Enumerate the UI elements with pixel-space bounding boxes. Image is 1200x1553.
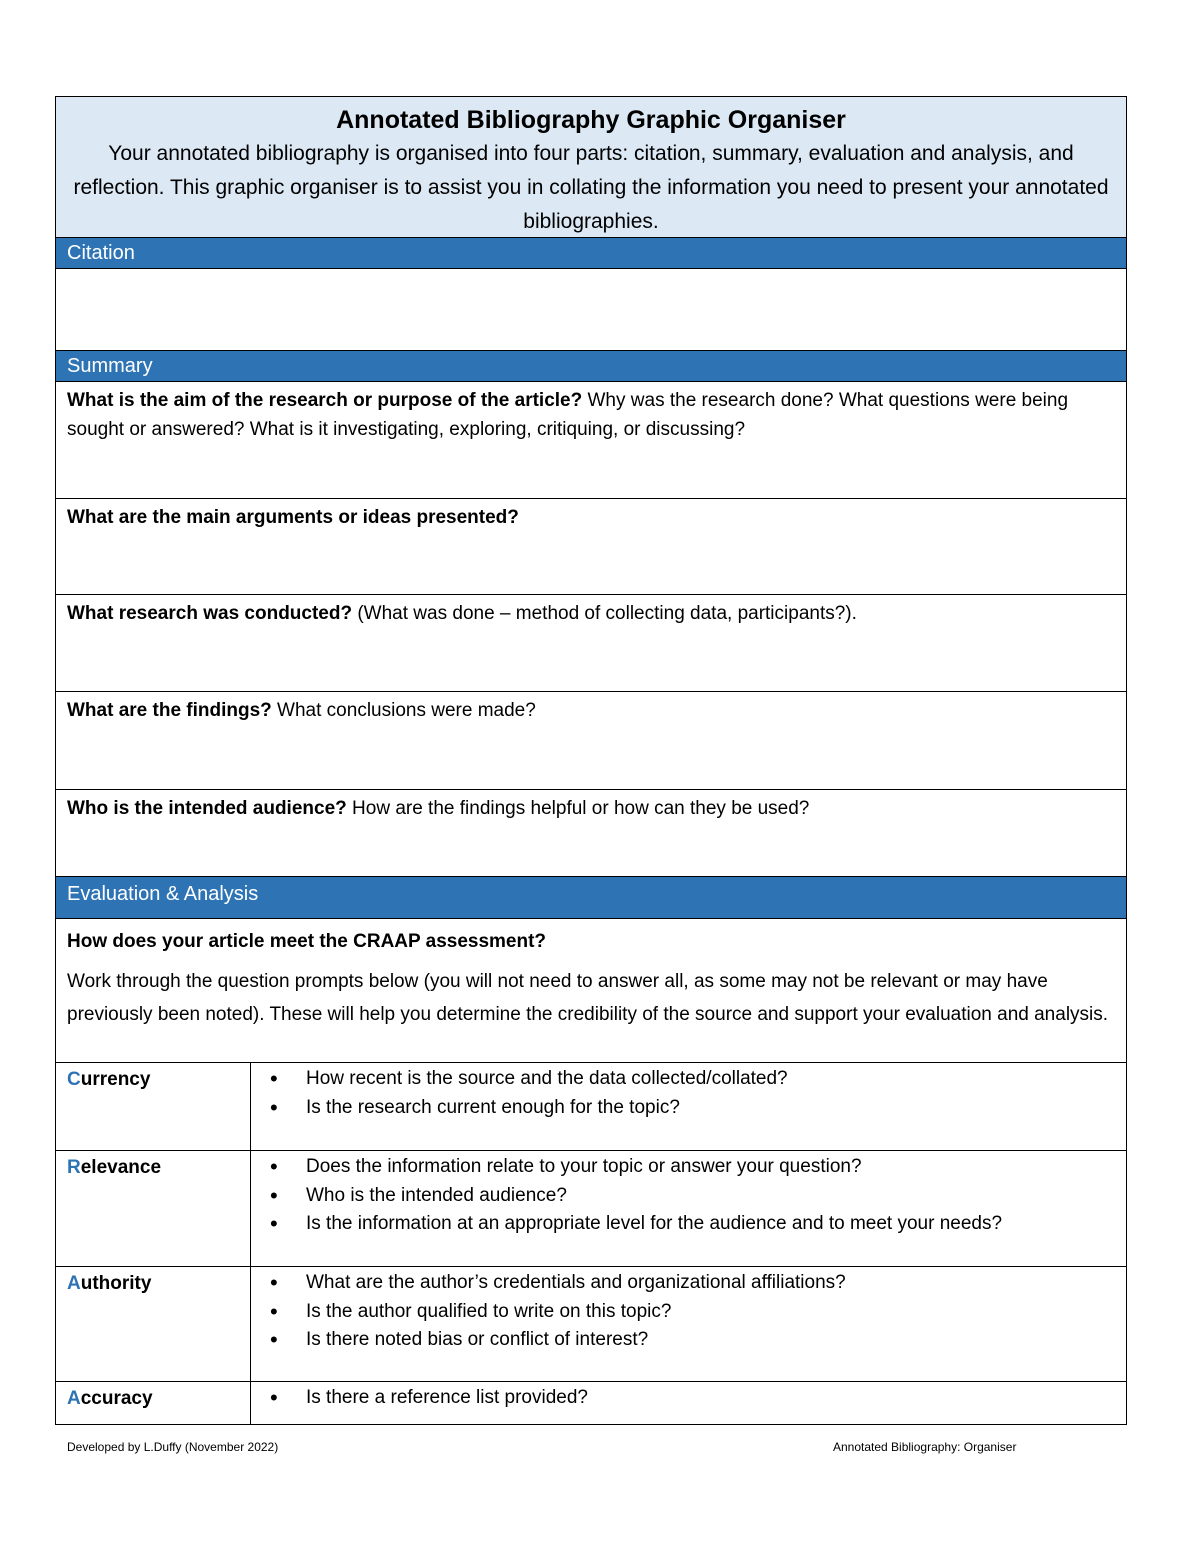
evaluation-heading: Evaluation & Analysis [56, 877, 1126, 919]
summary-research-question: What research was conducted? [67, 603, 353, 624]
craap-row-accuracy [56, 1382, 1126, 1424]
organiser-table [55, 96, 1127, 1425]
craap-label-accuracy: Accuracy [56, 1382, 251, 1424]
craap-row-currency [56, 1063, 1126, 1151]
craap-label-authority: Authority [56, 1267, 251, 1381]
list-item: • How recent is the source and the data collected/collated? [251, 1065, 1126, 1094]
summary-audience-prompt: How are the findings helpful or how can they be used? [346, 798, 810, 819]
summary-aim-field[interactable] [56, 382, 1126, 499]
summary-aim-question: What is the aim of the research or purpose of the article? [67, 390, 583, 411]
summary-findings-prompt: What conclusions were made? [271, 700, 536, 721]
summary-research-field[interactable] [56, 595, 1126, 692]
footer-doc-title: Annotated Bibliography: Organiser [833, 1440, 1017, 1454]
title-box [56, 97, 1126, 238]
evaluation-prompt: Work through the question prompts below (you will not need to answer all, as some may not be relevant or may have previously been noted). These will help you determine the credibility of the source and support your evaluation and analysis. [67, 971, 1109, 1025]
craap-label-relevance: Relevance [56, 1151, 251, 1266]
page-title: Annotated Bibliography Graphic Organiser [336, 106, 846, 134]
intro-text: Your annotated bibliography is organised into four parts: citation, summary, evaluation and analysis, and reflection. This graphic organiser is to assist you in collating the information you need to present your annotated bibliographies. [73, 142, 1109, 233]
list-item: • Is there noted bias or conflict of interest? [251, 1326, 1126, 1355]
craap-list-authority [251, 1267, 1126, 1381]
list-item: • What are the author’s credentials and organizational affiliations? [251, 1269, 1126, 1298]
summary-audience-field[interactable] [56, 790, 1126, 877]
summary-research-prompt: (What was done – method of collecting data, participants?). [352, 603, 857, 624]
craap-row-authority [56, 1267, 1126, 1382]
summary-findings-question: What are the findings? [67, 700, 272, 721]
list-item: • Is there a reference list provided? [251, 1384, 1126, 1413]
craap-list-currency [251, 1063, 1126, 1150]
evaluation-question: How does your article meet the CRAAP assessment? [67, 931, 547, 952]
craap-list-accuracy [251, 1382, 1126, 1424]
summary-arguments-question: What are the main arguments or ideas presented? [67, 507, 519, 528]
craap-label-currency: Currency [56, 1063, 251, 1150]
list-item: • Is the author qualified to write on this topic? [251, 1298, 1126, 1327]
summary-heading: Summary [56, 351, 1126, 382]
summary-arguments-field[interactable] [56, 499, 1126, 595]
evaluation-intro [56, 919, 1126, 1063]
list-item: • Is the research current enough for the topic? [251, 1094, 1126, 1123]
list-item: • Does the information relate to your topic or answer your question? [251, 1153, 1126, 1182]
citation-heading: Citation [56, 238, 1126, 269]
citation-field[interactable] [56, 269, 1126, 351]
summary-findings-field[interactable] [56, 692, 1126, 790]
summary-aim-prompt: Why was the research done? What questions were being sought or answered? What is it investigating, exploring, critiquing, or discussing? [67, 390, 1069, 440]
craap-row-relevance [56, 1151, 1126, 1267]
craap-list-relevance [251, 1151, 1126, 1266]
list-item: • Who is the intended audience? [251, 1182, 1126, 1211]
footer-credit: Developed by L.Duffy (November 2022) [67, 1440, 279, 1454]
list-item: • Is the information at an appropriate level for the audience and to meet your needs? [251, 1210, 1126, 1239]
summary-audience-question: Who is the intended audience? [67, 798, 347, 819]
